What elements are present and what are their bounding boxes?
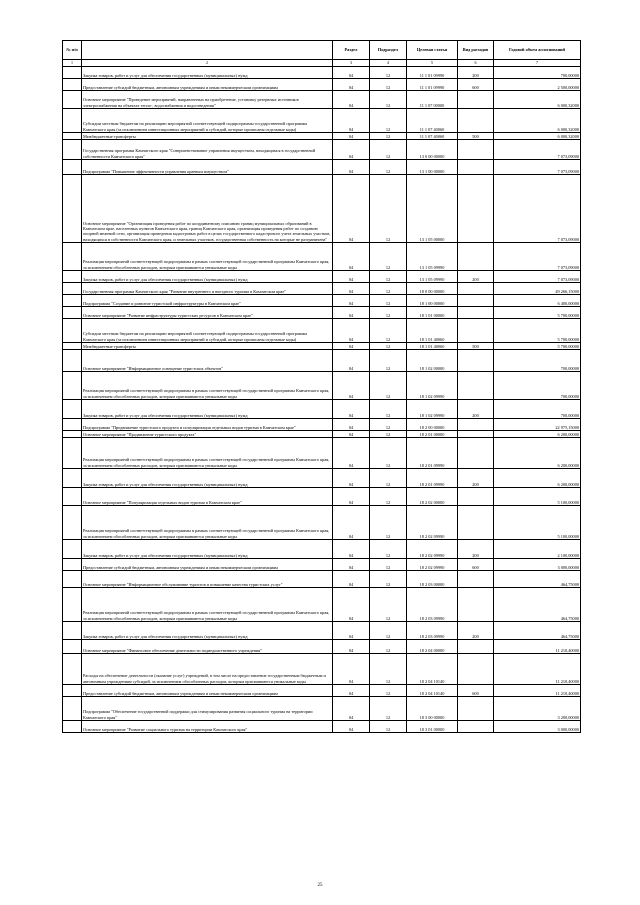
cell-num	[63, 319, 82, 343]
cell-num	[63, 506, 82, 540]
table-row	[63, 488, 581, 506]
cell-podrazdel: 12	[370, 697, 407, 721]
table-row	[63, 133, 581, 140]
cell-razdel: 04	[333, 721, 370, 733]
table-row	[63, 588, 581, 622]
cell-podrazdel: 12	[370, 488, 407, 506]
cell-celevaya: 18 2 03 00000	[407, 571, 458, 588]
cell-razdel: 04	[333, 438, 370, 469]
table-row	[63, 654, 581, 685]
cell-name: Основное мероприятие "Развитие социального туризма на территории Камчатского края"	[82, 721, 333, 733]
cell-sum: 464,75000	[494, 622, 581, 640]
cell-celevaya: 18 2 01 09990	[407, 438, 458, 469]
table-row	[63, 721, 581, 733]
cell-razdel: 04	[333, 372, 370, 400]
cell-vid	[458, 319, 494, 343]
cell-celevaya: 18 2 00 00000	[407, 419, 458, 431]
cell-sum: 5 100,00000	[494, 488, 581, 506]
cell-sum: 11 210,40000	[494, 685, 581, 697]
cell-razdel: 04	[333, 140, 370, 160]
cell-celevaya: 18 2 04 10140	[407, 685, 458, 697]
table-row	[63, 79, 581, 91]
cell-vid	[458, 295, 494, 307]
cell-name: Предоставление субсидий бюджетным, автономным учреждениям и иным некоммерческим организациям	[82, 559, 333, 571]
cell-vid: 200	[458, 67, 494, 79]
cell-podrazdel: 12	[370, 640, 407, 654]
cell-podrazdel: 12	[370, 140, 407, 160]
cell-celevaya: 11 1 07 40060	[407, 133, 458, 140]
cell-num	[63, 540, 82, 559]
cell-num	[63, 133, 82, 140]
cell-name: Закупка товаров, работ и услуг для обеспечения государственных (муниципальных) нужд	[82, 400, 333, 419]
cell-name: Основное мероприятие "Популяризация отдельных видов туризма в Камчатском крае"	[82, 488, 333, 506]
cell-name: Основное мероприятие "Финансовое обеспечение деятельности подведомственного учреждения"	[82, 640, 333, 654]
cell-sum: 49 266,15000	[494, 283, 581, 295]
cell-razdel: 04	[333, 175, 370, 243]
cell-celevaya: 18 2 03 09990	[407, 622, 458, 640]
cell-podrazdel: 12	[370, 469, 407, 488]
cell-celevaya: 18 1 02 00000	[407, 350, 458, 372]
table-row	[63, 243, 581, 271]
table-row	[63, 307, 581, 319]
cell-razdel: 04	[333, 350, 370, 372]
cell-num	[63, 160, 82, 175]
col-header-name	[82, 41, 333, 60]
cell-razdel: 04	[333, 654, 370, 685]
cell-celevaya: 18 2 02 09990	[407, 506, 458, 540]
cell-podrazdel: 12	[370, 271, 407, 283]
table-row	[63, 271, 581, 283]
cell-razdel: 04	[333, 67, 370, 79]
cell-razdel: 04	[333, 400, 370, 419]
cell-razdel: 04	[333, 243, 370, 271]
cell-podrazdel: 12	[370, 319, 407, 343]
cell-podrazdel: 12	[370, 622, 407, 640]
table-row	[63, 67, 581, 79]
cell-razdel: 04	[333, 431, 370, 438]
cell-celevaya: 18 1 02 09990	[407, 372, 458, 400]
col-header-sum: Годовой объем ассигнований	[494, 41, 581, 60]
cell-podrazdel: 12	[370, 588, 407, 622]
cell-podrazdel: 12	[370, 438, 407, 469]
cell-razdel: 04	[333, 697, 370, 721]
cell-razdel: 04	[333, 283, 370, 295]
cell-num	[63, 571, 82, 588]
page-number: 25	[317, 883, 323, 888]
cell-razdel: 04	[333, 540, 370, 559]
cell-vid	[458, 419, 494, 431]
cell-razdel: 04	[333, 469, 370, 488]
table-body	[63, 67, 581, 733]
column-number: 2	[82, 60, 333, 67]
table-row	[63, 160, 581, 175]
cell-num	[63, 431, 82, 438]
table-row	[63, 571, 581, 588]
col-header-podrazdel: Подраздел	[370, 41, 407, 60]
cell-sum: 2 100,00000	[494, 540, 581, 559]
cell-celevaya: 18 1 02 09990	[407, 400, 458, 419]
cell-sum: 2 500,00000	[494, 79, 581, 91]
cell-sum: 700,00000	[494, 372, 581, 400]
cell-razdel: 04	[333, 133, 370, 140]
cell-celevaya: 18 2 02 09990	[407, 540, 458, 559]
cell-podrazdel: 12	[370, 571, 407, 588]
cell-name: Закупка товаров, работ и услуг для обеспечения государственных (муниципальных) нужд	[82, 469, 333, 488]
cell-celevaya: 18 2 04 00000	[407, 640, 458, 654]
cell-sum: 22 975,15000	[494, 419, 581, 431]
col-header-razdel: Раздел	[333, 41, 370, 60]
cell-num	[63, 295, 82, 307]
table-row	[63, 622, 581, 640]
cell-name: Подпрограмма "Обеспечение государственной поддержки для стимулирования развития социального туризма на территории Камчатского края"	[82, 697, 333, 721]
cell-vid	[458, 697, 494, 721]
cell-vid: 600	[458, 685, 494, 697]
cell-name: Закупка товаров, работ и услуг для обеспечения государственных (муниципальных) нужд	[82, 622, 333, 640]
cell-celevaya: 11 1 01 09990	[407, 79, 458, 91]
cell-podrazdel: 12	[370, 685, 407, 697]
cell-sum: 11 210,40000	[494, 654, 581, 685]
budget-table	[62, 40, 581, 733]
cell-name: Реализация мероприятий соответствующей подпрограммы в рамках соответствующей государственной программы Камчатского края, за исключением обособленных расходов, которым присваиваются уникальные коды	[82, 506, 333, 540]
cell-num	[63, 79, 82, 91]
col-header-celevaya: Целевая статья	[407, 41, 458, 60]
cell-podrazdel: 12	[370, 721, 407, 733]
cell-name: Закупка товаров, работ и услуг для обеспечения государственных (муниципальных) нужд	[82, 540, 333, 559]
cell-num	[63, 243, 82, 271]
table-row	[63, 685, 581, 697]
cell-num	[63, 588, 82, 622]
cell-vid	[458, 721, 494, 733]
table-row	[63, 506, 581, 540]
cell-razdel: 04	[333, 109, 370, 133]
table-header-row	[63, 41, 581, 60]
column-number: 1	[63, 60, 82, 67]
cell-name: Государственная программа Камчатского края "Совершенствование управления имуществом, находящимся в государственной собственности Камчатского края"	[82, 140, 333, 160]
cell-name: Реализация мероприятий соответствующей подпрограммы в рамках соответствующей государственной программы Камчатского края, за исключением обособленных расходов, которым присваиваются уникальные коды	[82, 438, 333, 469]
cell-celevaya: 18 1 01 00000	[407, 307, 458, 319]
cell-vid: 600	[458, 79, 494, 91]
cell-num	[63, 685, 82, 697]
cell-sum: 11 210,40000	[494, 640, 581, 654]
table-row	[63, 640, 581, 654]
cell-sum: 6 400,00000	[494, 295, 581, 307]
cell-num	[63, 343, 82, 350]
column-number: 7	[494, 60, 581, 67]
cell-razdel: 04	[333, 419, 370, 431]
cell-celevaya: 18 2 01 00000	[407, 431, 458, 438]
cell-celevaya: 18 1 01 40060	[407, 343, 458, 350]
cell-num	[63, 283, 82, 295]
cell-celevaya: 18 3 00 00000	[407, 697, 458, 721]
cell-sum: 700,00000	[494, 350, 581, 372]
cell-vid	[458, 160, 494, 175]
budget-table-sheet	[62, 40, 580, 733]
table-row	[63, 319, 581, 343]
cell-name: Основное мероприятие "Продвижение туристского продукта"	[82, 431, 333, 438]
cell-name: Межбюджетные трансферты	[82, 133, 333, 140]
cell-sum: 464,75000	[494, 571, 581, 588]
cell-razdel: 04	[333, 295, 370, 307]
cell-podrazdel: 12	[370, 175, 407, 243]
cell-razdel: 04	[333, 91, 370, 109]
cell-name: Основное мероприятие "Информационное освещение туристских объектов"	[82, 350, 333, 372]
cell-num	[63, 271, 82, 283]
cell-razdel: 04	[333, 622, 370, 640]
cell-name: Субсидии местным бюджетам на реализацию мероприятий соответствующей подпрограммы государственной программы Камчатского края (за исключением инвестиционных мероприятий и субсидий, которые прописаны отдельные коды)	[82, 109, 333, 133]
cell-sum: 7 073,09000	[494, 271, 581, 283]
cell-name: Основное мероприятие "Организация проведения работ по координатному описанию границ муниципальных образований в Камчатском крае, населенных пунктов Камчатского края, границ Камчатского края, организация проведения работ по созданию опорной межевой сети, организация проведения кадастровых работ в целях государственного кадастрового учета земельных участков, находящихся в собственности Камчатского края, и земельных участков, государственная собственность на которые не разграничена"	[82, 175, 333, 243]
cell-sum: 5 700,00000	[494, 319, 581, 343]
table-row	[63, 140, 581, 160]
cell-vid	[458, 283, 494, 295]
cell-name: Основное мероприятие "Развитие инфраструктуры туристских ресурсов в Камчатском крае"	[82, 307, 333, 319]
cell-celevaya: 13 0 00 00000	[407, 140, 458, 160]
cell-sum: 5 700,00000	[494, 343, 581, 350]
table-row	[63, 295, 581, 307]
cell-podrazdel: 12	[370, 91, 407, 109]
cell-sum: 700,00000	[494, 400, 581, 419]
cell-sum: 7 073,09000	[494, 140, 581, 160]
cell-celevaya: 18 1 00 00000	[407, 295, 458, 307]
column-number: 3	[333, 60, 370, 67]
cell-num	[63, 438, 82, 469]
cell-podrazdel: 12	[370, 559, 407, 571]
cell-sum: 700,00000	[494, 67, 581, 79]
cell-sum: 6 200,00000	[494, 469, 581, 488]
cell-sum: 7 073,09000	[494, 175, 581, 243]
cell-podrazdel: 12	[370, 350, 407, 372]
cell-vid: 500	[458, 133, 494, 140]
cell-celevaya: 11 1 01 09990	[407, 67, 458, 79]
column-number: 5	[407, 60, 458, 67]
cell-sum: 6 000,32000	[494, 109, 581, 133]
cell-name: Предоставление субсидий бюджетным, автономным учреждениям и иным некоммерческим организациям	[82, 79, 333, 91]
cell-celevaya: 18 2 04 10140	[407, 654, 458, 685]
table-row	[63, 400, 581, 419]
cell-razdel: 04	[333, 488, 370, 506]
cell-razdel: 04	[333, 160, 370, 175]
cell-vid	[458, 640, 494, 654]
cell-vid: 600	[458, 559, 494, 571]
cell-name: Основное мероприятие "Информационное обслуживание туристов и повышение качества туристских услуг"	[82, 571, 333, 588]
cell-name: Реализация мероприятий соответствующей подпрограммы в рамках соответствующей государственной программы Камчатского края, за исключением обособленных расходов, которым присваиваются уникальные коды	[82, 588, 333, 622]
cell-sum: 6 200,00000	[494, 431, 581, 438]
col-header-vid: Вид расходов	[458, 41, 494, 60]
cell-num	[63, 372, 82, 400]
cell-vid	[458, 243, 494, 271]
cell-num	[63, 140, 82, 160]
cell-vid: 200	[458, 540, 494, 559]
table-row	[63, 343, 581, 350]
cell-vid	[458, 372, 494, 400]
cell-razdel: 04	[333, 307, 370, 319]
cell-podrazdel: 12	[370, 419, 407, 431]
cell-vid	[458, 571, 494, 588]
cell-num	[63, 175, 82, 243]
cell-celevaya: 18 2 02 09990	[407, 559, 458, 571]
cell-vid	[458, 506, 494, 540]
cell-num	[63, 559, 82, 571]
cell-razdel: 04	[333, 685, 370, 697]
cell-num	[63, 622, 82, 640]
cell-name: Межбюджетные трансферты	[82, 343, 333, 350]
cell-podrazdel: 12	[370, 343, 407, 350]
cell-razdel: 04	[333, 559, 370, 571]
cell-num	[63, 419, 82, 431]
cell-sum: 6 000,32000	[494, 91, 581, 109]
cell-celevaya: 13 1 05 09990	[407, 271, 458, 283]
cell-podrazdel: 12	[370, 307, 407, 319]
cell-podrazdel: 12	[370, 67, 407, 79]
cell-vid	[458, 488, 494, 506]
cell-razdel: 04	[333, 506, 370, 540]
cell-name: Подпрограмма "Повышение эффективности управления краевым имуществом"	[82, 160, 333, 175]
cell-name: Предоставление субсидий бюджетным, автономным учреждениям и иным некоммерческим организациям	[82, 685, 333, 697]
column-number-row	[63, 60, 581, 67]
cell-celevaya: 18 3 01 00000	[407, 721, 458, 733]
cell-razdel: 04	[333, 271, 370, 283]
cell-sum: 3 000,00000	[494, 559, 581, 571]
cell-celevaya: 18 1 01 40060	[407, 319, 458, 343]
cell-podrazdel: 12	[370, 654, 407, 685]
cell-name: Подпрограмма "Продвижение туристского продукта и популяризация отдельных видов туризма в Камчатском крае"	[82, 419, 333, 431]
cell-name: Расходы на обеспечение деятельности (оказание услуг) учреждений, в том числе на предоставление государственным бюджетным и автономным учреждениям субсидий, за исключением обособленных расходов, которым присваиваются уникальные коды	[82, 654, 333, 685]
cell-sum: 7 073,09000	[494, 160, 581, 175]
cell-vid	[458, 175, 494, 243]
cell-podrazdel: 12	[370, 540, 407, 559]
cell-podrazdel: 12	[370, 243, 407, 271]
cell-num	[63, 654, 82, 685]
table-row	[63, 372, 581, 400]
cell-podrazdel: 12	[370, 160, 407, 175]
cell-celevaya: 13 1 05 09990	[407, 243, 458, 271]
cell-num	[63, 721, 82, 733]
table-row	[63, 697, 581, 721]
cell-sum: 6 000,32000	[494, 133, 581, 140]
cell-vid	[458, 109, 494, 133]
cell-sum: 5 700,00000	[494, 307, 581, 319]
cell-podrazdel: 12	[370, 506, 407, 540]
cell-podrazdel: 12	[370, 431, 407, 438]
cell-num	[63, 350, 82, 372]
cell-num	[63, 488, 82, 506]
cell-celevaya: 18 0 00 00000	[407, 283, 458, 295]
cell-podrazdel: 12	[370, 400, 407, 419]
cell-razdel: 04	[333, 319, 370, 343]
cell-name: Реализация мероприятий соответствующей подпрограммы в рамках соответствующей государственной программы Камчатского края, за исключением обособленных расходов, которым присваиваются уникальные коды	[82, 243, 333, 271]
cell-celevaya: 11 1 07 40060	[407, 109, 458, 133]
cell-vid	[458, 307, 494, 319]
cell-celevaya: 13 1 05 00000	[407, 175, 458, 243]
table-row	[63, 540, 581, 559]
cell-vid	[458, 438, 494, 469]
table-row	[63, 175, 581, 243]
table-row	[63, 438, 581, 469]
cell-razdel: 04	[333, 343, 370, 350]
column-number: 4	[370, 60, 407, 67]
cell-podrazdel: 12	[370, 283, 407, 295]
cell-podrazdel: 12	[370, 109, 407, 133]
cell-num	[63, 307, 82, 319]
table-row	[63, 419, 581, 431]
cell-vid	[458, 91, 494, 109]
cell-name: Основное мероприятие "Проведение мероприятий, направленных на приобретение, установку резервных источников электроснабжения на объектах тепло-, водоснабжения и водоотведения"	[82, 91, 333, 109]
table-row	[63, 91, 581, 109]
cell-razdel: 04	[333, 588, 370, 622]
table-row	[63, 283, 581, 295]
column-number: 6	[458, 60, 494, 67]
cell-num	[63, 67, 82, 79]
cell-sum: 7 073,09000	[494, 243, 581, 271]
cell-vid	[458, 654, 494, 685]
cell-name: Закупка товаров, работ и услуг для обеспечения государственных (муниципальных) нужд	[82, 271, 333, 283]
table-row	[63, 559, 581, 571]
cell-sum: 5 100,00000	[494, 506, 581, 540]
cell-num	[63, 91, 82, 109]
cell-vid	[458, 588, 494, 622]
cell-num	[63, 697, 82, 721]
cell-podrazdel: 12	[370, 295, 407, 307]
cell-vid: 200	[458, 400, 494, 419]
cell-num	[63, 469, 82, 488]
cell-sum: 3 000,00000	[494, 721, 581, 733]
table-row	[63, 431, 581, 438]
cell-vid: 200	[458, 469, 494, 488]
cell-razdel: 04	[333, 571, 370, 588]
table-row	[63, 109, 581, 133]
col-header-num: № п/п	[63, 41, 82, 60]
cell-vid	[458, 431, 494, 438]
cell-celevaya: 18 2 01 09990	[407, 469, 458, 488]
cell-podrazdel: 12	[370, 133, 407, 140]
cell-vid: 200	[458, 271, 494, 283]
cell-celevaya: 18 2 02 00000	[407, 488, 458, 506]
cell-name: Реализация мероприятий соответствующей подпрограммы в рамках соответствующей государственной программы Камчатского края, за исключением обособленных расходов, которым присваиваются уникальные коды	[82, 372, 333, 400]
cell-name: Субсидии местным бюджетам на реализацию мероприятий соответствующей подпрограммы государственной программы Камчатского края (за исключением инвестиционных мероприятий и субсидий, которые прописаны отдельные коды)	[82, 319, 333, 343]
cell-vid	[458, 350, 494, 372]
cell-sum: 6 200,00000	[494, 438, 581, 469]
cell-vid: 500	[458, 343, 494, 350]
cell-razdel: 04	[333, 640, 370, 654]
cell-vid	[458, 140, 494, 160]
cell-name: Государственная программа Камчатского края "Развитие внутреннего и въездного туризма в Камчатском крае"	[82, 283, 333, 295]
cell-sum: 3 200,00000	[494, 697, 581, 721]
cell-name: Подпрограмма "Создание и развитие туристской инфраструктуры в Камчатском крае"	[82, 295, 333, 307]
cell-podrazdel: 12	[370, 372, 407, 400]
cell-name: Закупка товаров, работ и услуг для обеспечения государственных (муниципальных) нужд	[82, 67, 333, 79]
cell-celevaya: 11 1 07 00000	[407, 91, 458, 109]
cell-razdel: 04	[333, 79, 370, 91]
cell-podrazdel: 12	[370, 79, 407, 91]
cell-num	[63, 109, 82, 133]
cell-num	[63, 640, 82, 654]
cell-sum: 464,75000	[494, 588, 581, 622]
cell-celevaya: 18 2 03 09990	[407, 588, 458, 622]
table-row	[63, 469, 581, 488]
cell-celevaya: 13 1 00 00000	[407, 160, 458, 175]
table-row	[63, 350, 581, 372]
cell-num	[63, 400, 82, 419]
cell-vid: 200	[458, 622, 494, 640]
